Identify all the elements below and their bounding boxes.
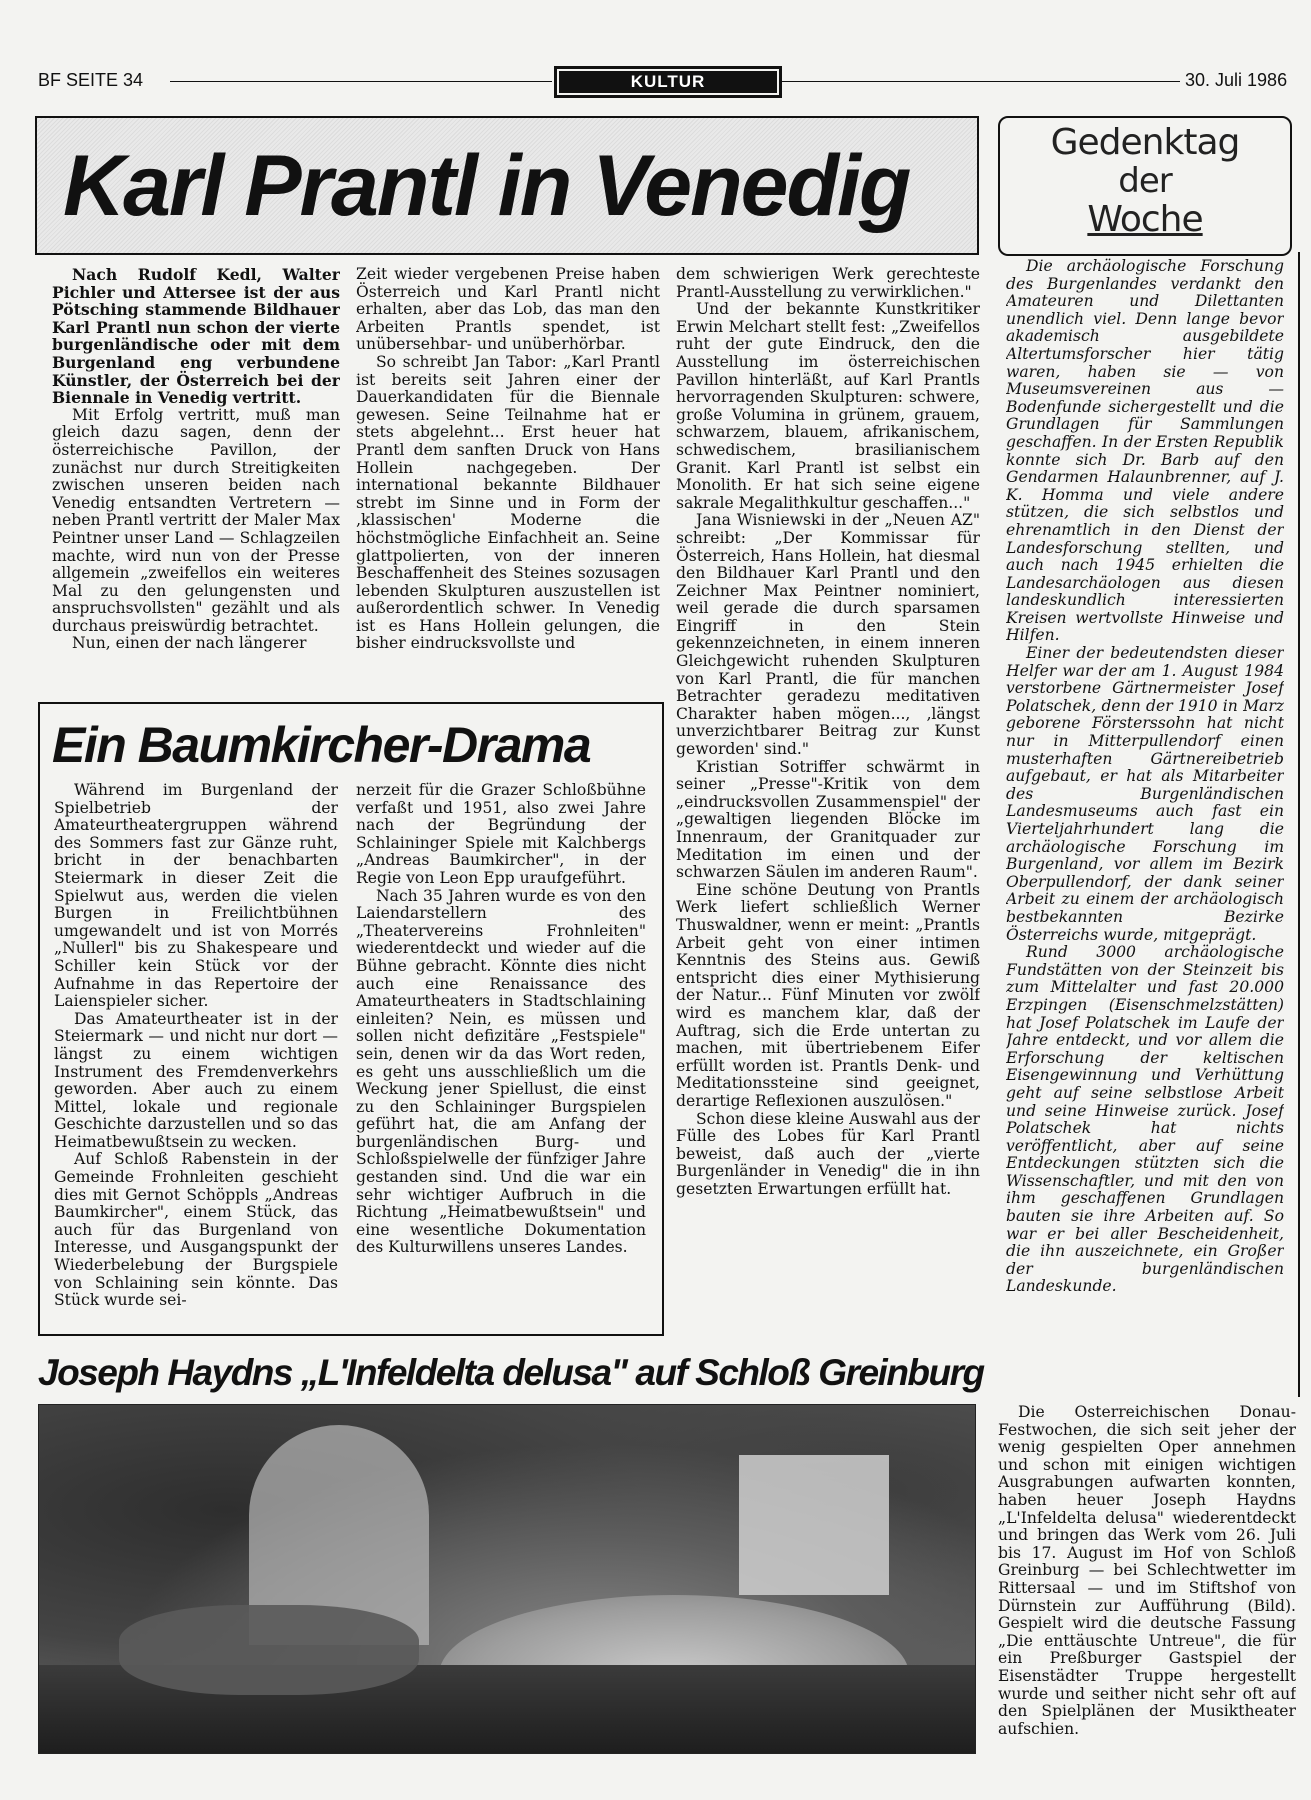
article-paragraph: Eine schöne Deutung von Prantls Werk liefert schließlich Werner Thuswaldner, wenn er meint: „Prantls Arbeit geht von einer intimen Kenntnis des Steins aus. Gewiß entspricht dies einer Mythisierung der Natur... Fünf Minuten vor zwölf wird es manchem klar, daß der Auftrag, sich die Erde untertan zu machen, mit übertriebenem Eifer erfüllt worden ist. Prantls Denk- und Meditationssteine sind geeignet, derartige Reflexionen auszulösen." <box>676 880 980 1110</box>
photo-orchestra <box>119 1605 419 1695</box>
page-number: BF SEITE 34 <box>38 70 144 90</box>
header-rule-left <box>170 81 552 82</box>
gedenktag-title-3: Woche <box>1087 199 1203 240</box>
article-title-box <box>35 116 979 255</box>
article-paragraph: dem schwierigen Werk gerechteste Prantl-Ausstellung zu verwirklichen." <box>676 266 980 301</box>
haydn-title: Joseph Haydns „L'Infeldelta delusa" auf Schloß Greinburg <box>38 1352 984 1393</box>
performance-photo <box>38 1404 976 1754</box>
gedenktag-column <box>1006 258 1284 1378</box>
gedenktag-title-1: Gedenktag <box>1050 122 1240 163</box>
section-label-text: KULTUR <box>559 71 777 93</box>
gedenktag-box <box>998 116 1292 256</box>
drama-column-2 <box>356 782 646 1322</box>
article-column-1 <box>52 266 340 676</box>
drama-column-1 <box>54 782 338 1322</box>
article-paragraph: Und der bekannte Kunstkritiker Erwin Melchart stellt fest: „Zweifellos ruht der gute Eindruck, den die Ausstellung im österreichischen Pavillon hinterläßt, auf Karl Prantls hervorragenden Skulpturen: schwere, große Volumina in grünem, grauem, schwarzem, blauem, afrikanischem, schwedischem, brasilianischem Granit. Karl Prantl ist selbst ein Monolith. Er hat sich seine eigene sakrale Megalithkultur geschaffen..." <box>676 300 980 512</box>
article-paragraph: Die Österreichischen Donau-Festwochen, die sich seit jeher der wenig gespielten Oper annehmen und schon mit einigen wichtigen Ausgrabungen aufwarten konnten, haben heuer Joseph Haydns „L'Infeldelta delusa" wiederentdeckt und bringen das Werk vom 26. Juli bis 17. August im Hof von Schloß Greinburg — bei Schlechtwetter im Rittersaal — und im Stiftshof von Dürnstein zur Aufführung (Bild). Gespielt wird die deutsche Fassung „Die enttäuschte Untreue", die für ein Preßburger Gastspiel der Eisenstädter Truppe hergestellt wurde und seither nicht sehr oft auf den Spielplänen der Musiktheater aufschien. <box>998 1404 1296 1738</box>
haydn-column <box>998 1404 1296 1758</box>
article-paragraph: Kristian Sotriffer schwärmt in seiner „Presse"-Kritik von dem „eindrucksvollen Zusammenspiel" der „gewaltigen liegenden Blöcke im Innenraum, der Granitquader zur Meditation im einen und der schwarzen Säulen im anderen Raum". <box>676 757 980 882</box>
section-label <box>554 66 782 98</box>
article-paragraph: Nach 35 Jahren wurde es von den Laiendarstellern des „Theatervereins Frohnleiten" wiederentdeckt und wieder auf die Bühne gebracht. Könnte dies nicht auch eine Renaissance des Amateurtheaters in Stadtschlaining einleiten? Nein, es müssen und sollen nicht defizitäre „Festspiele" sein, denen wir da das Wort reden, es geht uns ausschließlich um die Weckung jener Spiellust, die einst zu den Schlaininger Burgspielen geführt hat, die am Anfang der burgenländischen Burg- und Schloßspielwelle der fünfziger Jahre gestanden sind. Und die war ein sehr wichtiger Aufbruch in die Richtung „Heimatbewußtsein" und eine wesentliche Dokumentation des Kulturwillens unseres Landes. <box>356 886 646 1257</box>
article-column-2 <box>356 266 660 676</box>
article-paragraph: nerzeit für die Grazer Schloßbühne verfaßt und 1951, also zwei Jahre nach der Begründung der Schlaininger Spiele mit Kalchbergs „Andreas Baumkircher", in der Regie von Leon Epp uraufgeführt. <box>356 782 646 887</box>
article-paragraph: Auf Schloß Rabenstein in der Gemeinde Frohnleiten geschieht dies mit Gernot Schöppls „Andreas Baumkircher", einem Stück, das auch für das Burgenland von Interesse, und Ausgangspunkt der Wiederbelebung der Burgspiele von Schlaining sein könnte. Das Stück wurde sei- <box>54 1150 338 1310</box>
article-paragraph: Schon diese kleine Auswahl aus der Fülle des Lobes für Karl Prantl beweist, daß auch der „vierte Burgenländer in Venedig" die in ihn gesetzten Erwartungen erfüllt hat. <box>676 1109 980 1198</box>
header-rule-right <box>780 81 1180 82</box>
article-paragraph: Mit Erfolg vertritt, muß man gleich dazu sagen, denn der österreichische Pavillon, der zunächst nur durch Streitigkeiten zwischen unseren beiden nach Venedig entsandten Vertretern — neben Prantl vertritt der Maler Max Peintner unser Land — Schlagzeilen machte, wird nun von der Presse allgemein „zweifellos ein weiteres Mal zu den gelungensten und anspruchsvollsten" gezählt und als durchaus preiswürdig betrachtet. <box>52 405 340 635</box>
gedenktag-title-2: der <box>1118 161 1172 201</box>
article-paragraph: Rund 3000 archäologische Fundstätten von der Steinzeit bis zum Mittelalter und fast 20.000 Erzpingen (Eisenschmelzstätten) hat Josef Polatschek im Laufe der Jahre entdeckt, und vor allem die Erforschung der keltischen Eisengewinnung und Verhüttung geht auf seine selbstlose Arbeit und seine Hinweise zurück. Josef Polatschek hat nichts veröffentlicht, aber auf seine Entdeckungen stützten sich die Wissenschaftler, und mit den von ihm geschaffenen Grundlagen bauten sie ihre Arbeiten auf. So war er bei aller Bescheidenheit, die ihn auszeichnete, ein Großer der burgenländischen Landeskunde. <box>1006 943 1284 1296</box>
article-paragraph: Die archäologische Forschung des Burgenlandes verdankt den Amateuren und Dilettanten unendlich viel. Denn lange bevor akademisch ausgebildete Altertumsforscher hier tätig waren, haben sie — von Museumsvereinen aus — Bodenfunde sichergestellt und die Grundlagen für Sammlungen geschaffen. In der Ersten Republik konnte sich Dr. Barb auf den Gendarmen Halaunbrenner, auf J. K. Homma und viele andere stützen, die sich selbstlos und ehrenamtlich in den Dienst der Landesforschung stellten, und auch nach 1945 erhielten die Landesarchäologen aus diesen landeskundlich interessierten Kreisen wertvollste Hinweise und Hilfen. <box>1006 258 1284 645</box>
article-paragraph: Zeit wieder vergebenen Preise haben Österreich und Karl Prantl nicht erhalten, aber das Lob, das man den Arbeiten Prantls spendet, ist unübersehbar- und unüberhörbar. <box>356 266 660 354</box>
drama-title: Ein Baumkircher-Drama <box>52 717 591 773</box>
article-title: Karl Prantl in Venedig <box>63 138 910 234</box>
gedenktag-rule <box>1298 252 1300 1397</box>
article-paragraph: Nun, einen der nach längerer <box>72 634 307 653</box>
article-paragraph: So schreibt Jan Tabor: „Karl Prantl ist bereits seit Jahren einer der Dauerkandidaten für die Biennale gewesen. Seine Teilnahme hat er stets abgelehnt... Erst heuer hat Prantl dem sanften Druck von Hans Hollein nachgegeben. Der international bekannte Bildhauer strebt im Sinne und in Form der ‚klassischen' Moderne die höchstmögliche Einfachheit an. Seine glattpolierten, von der inneren Beschaffenheit des Steines sozusagen lebenden Skulpturen auszustellen ist außerordentlich schwer. In Venedig ist es Hans Hollein gelungen, die bisher eindrucksvollste und <box>356 352 660 653</box>
article-paragraph: Das Amateurtheater ist in der Steiermark — und nicht nur dort — längst zu einem wichtigen Instrument des Fremdenverkehrs geworden. Aber auch zu einem Mittel, lokale und regionale Geschichte darzustellen und so das Heimatbewußtsein zu wecken. <box>54 1009 338 1151</box>
article-paragraph: Jana Wisniewski in der „Neuen AZ" schreibt: „Der Kommissar für Österreich, Hans Hollein, hat diesmal den Bildhauer Karl Prantl und den Zeichner Max Peintner nominiert, weil gerade die durch sparsamen Eingriff in den Stein gekennzeichneten, in einem inneren Gleichgewicht ruhenden Skulpturen von Karl Prantl, die für manchen Betrachter geradezu meditativen Charakter haben mögen..., ‚längst unverzichtbarer Beitrag zur Kunst geworden' sind." <box>676 511 980 759</box>
article-lead: Nach Rudolf Kedl, Walter Pichler und Attersee ist der aus Pötsching stammende Bildhauer Karl Prantl nun schon der vierte burgenländische oder mit dem Burgenland eng verbundene Künstler, der Österreich bei der Biennale in Venedig vertritt. <box>52 266 340 408</box>
article-column-3 <box>676 266 980 1332</box>
article-paragraph: Einer der bedeutendsten dieser Helfer war der am 1. August 1984 verstorbene Gärtnermeister Josef Polatschek, denn der 1910 in Marz geborene Försterssohn hat nicht nur in Mitterpullendorf einen musterhaften Gärtnereibetrieb aufgebaut, er hat als Mitarbeiter des Burgenländischen Landesmuseums auch fast ein Vierteljahrhundert lang die archäologische Forschung im Burgenland, vor allem im Bezirk Oberpullendorf, der dank seiner Arbeit zu einem der archäologisch bestbekannten Bezirke Österreichs wurde, mitgeprägt. <box>1006 644 1284 944</box>
issue-date: 30. Juli 1986 <box>1185 70 1288 90</box>
article-box-drama <box>38 702 664 1336</box>
article-paragraph: Während im Burgenland der Spielbetrieb der Amateurtheatergruppen während des Sommers fast zur Gänze ruht, bricht in der benachbarten Steiermark in dieser Zeit die Spielwut aus, werden die vielen Burgen in Freilichtbühnen umgewandelt und ist von Morrés „Nullerl" bis zu Shakespeare und Schiller kein Stück vor der Aufnahme in das Repertoire der Laienspieler sicher. <box>54 782 338 1011</box>
photo-backdrop <box>739 1455 889 1595</box>
